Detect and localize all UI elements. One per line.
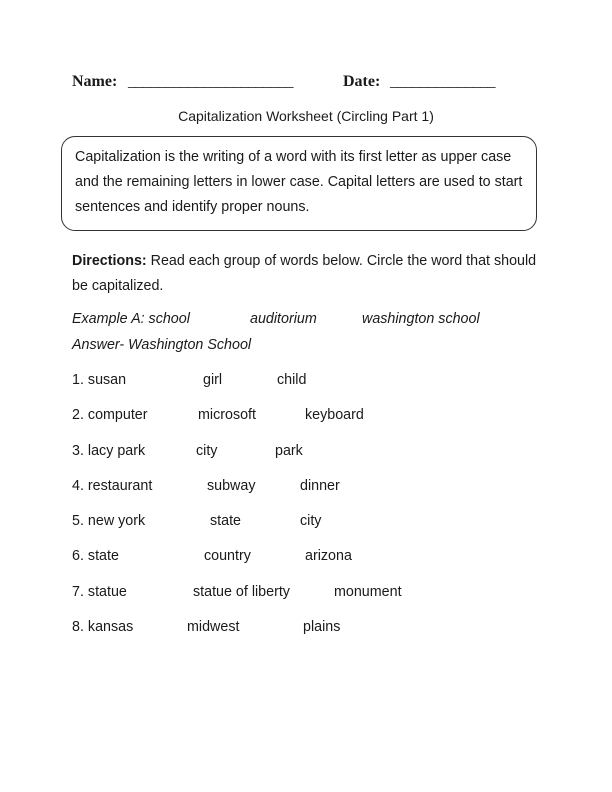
numbered-first-word[interactable] <box>72 478 152 494</box>
word-option[interactable]: girl <box>203 372 223 388</box>
word-option[interactable]: computer <box>87 407 148 423</box>
word-option[interactable]: arizona <box>305 548 352 564</box>
word-option[interactable]: monument <box>334 584 402 600</box>
numbered-first-word[interactable] <box>72 513 145 529</box>
word-option[interactable]: susan <box>87 372 127 388</box>
date-label: Date: <box>343 73 381 90</box>
name-date-header <box>72 73 542 95</box>
example-word-3: washington school <box>362 311 480 327</box>
word-option[interactable]: park <box>275 443 303 459</box>
word-group-row <box>72 478 542 498</box>
word-option[interactable]: lacy park <box>87 443 146 459</box>
word-option[interactable]: city <box>196 443 218 459</box>
word-option[interactable]: restaurant <box>87 478 153 494</box>
directions-label: Directions: <box>72 253 147 269</box>
word-option[interactable]: keyboard <box>305 407 364 423</box>
directions <box>72 249 542 299</box>
definition-text: Capitalization is the writing of a word with its first letter as upper case and the remaining letters in lower case. Capital letters are used to start sentences and identify proper nouns. <box>75 149 523 215</box>
word-option[interactable]: midwest <box>187 619 240 635</box>
name-label: Name: <box>72 73 118 90</box>
word-group-row <box>72 443 542 463</box>
word-option[interactable]: city <box>300 513 322 529</box>
word-option[interactable]: microsoft <box>198 407 256 423</box>
example-answer-text: Answer- Washington School <box>72 337 252 353</box>
word-option[interactable]: plains <box>303 619 341 635</box>
word-group-row <box>72 372 542 392</box>
example-label-word1: Example A: school <box>72 311 190 327</box>
worksheet-title: Capitalization Worksheet (Circling Part 1) <box>178 108 434 124</box>
numbered-first-word[interactable] <box>72 584 127 600</box>
numbered-first-word[interactable] <box>72 619 133 635</box>
word-option[interactable]: statue of liberty <box>193 584 290 600</box>
numbered-first-word[interactable] <box>72 372 126 388</box>
example-answer <box>72 337 251 353</box>
word-group-row <box>72 619 542 639</box>
word-group-row <box>72 513 542 533</box>
word-group-row <box>72 584 542 604</box>
numbered-first-word[interactable] <box>72 548 119 564</box>
date-blank-line[interactable]: ______________ <box>390 73 495 90</box>
word-option[interactable]: dinner <box>300 478 340 494</box>
word-option[interactable]: state <box>87 548 119 564</box>
item-number: 2. <box>72 407 84 423</box>
numbered-first-word[interactable] <box>72 443 145 459</box>
item-number: 4. <box>72 478 84 494</box>
word-option[interactable]: child <box>277 372 307 388</box>
word-group-row <box>72 548 542 568</box>
definition-box <box>61 136 537 231</box>
item-number: 1. <box>72 372 84 388</box>
example-row <box>72 311 480 327</box>
item-number: 7. <box>72 584 84 600</box>
word-option[interactable]: state <box>210 513 241 529</box>
word-option[interactable]: kansas <box>87 619 134 635</box>
word-option[interactable]: statue <box>87 584 127 600</box>
word-option[interactable]: subway <box>207 478 256 494</box>
item-number: 6. <box>72 548 84 564</box>
name-blank-line[interactable]: ______________________ <box>128 73 293 90</box>
word-option[interactable]: new york <box>87 513 146 529</box>
word-option[interactable]: country <box>204 548 251 564</box>
item-number: 8. <box>72 619 84 635</box>
example-word-2: auditorium <box>250 311 317 327</box>
word-group-row <box>72 407 542 427</box>
directions-text: Read each group of words below. Circle the word that should be capitalized. <box>72 253 537 294</box>
numbered-first-word[interactable] <box>72 407 148 423</box>
item-number: 3. <box>72 443 84 459</box>
item-number: 5. <box>72 513 84 529</box>
